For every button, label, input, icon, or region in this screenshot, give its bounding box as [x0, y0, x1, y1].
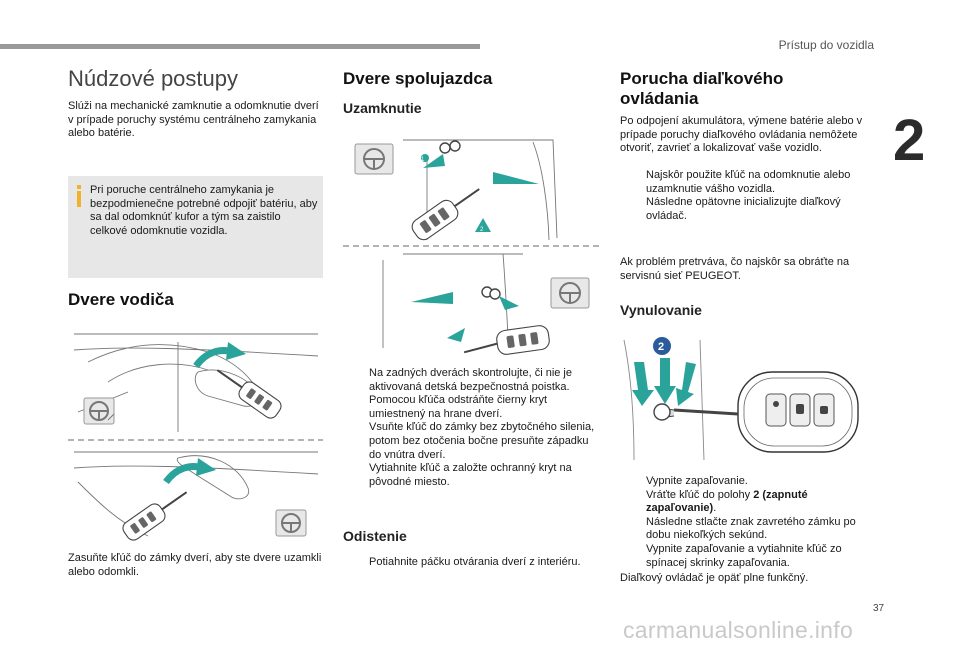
list-item: Najskôr použite kľúč na odomknutie alebo uzamknutie vášho vozidla.: [646, 169, 851, 195]
remote-instructions: [620, 169, 878, 223]
remote-after: Ak problém pretrváva, čo najskôr sa obráťte na servisnú sieť PEUGEOT.: [620, 256, 850, 282]
watermark: carmanualsonline.info: [623, 617, 854, 643]
door-lock-cap-icon-2: [482, 287, 500, 299]
label-1: 1: [421, 157, 425, 163]
section-title-emergency: Núdzové postupy: [68, 66, 238, 91]
reset-instructions: [620, 475, 878, 570]
emergency-intro: Slúži na mechanické zamknutie a odomknutie dverí v prípade poruchy systému centrálneho zamykania alebo batérie.: [68, 100, 319, 140]
reset-final: Diaľkový ovládač je opäť plne funkčný.: [620, 572, 809, 584]
driver-door-illustration: [68, 322, 323, 550]
header-bar: [0, 44, 480, 49]
list-item: Vsuňte kľúč do zámky bez zbytočného silenia, potom bez otočenia bočne presuňte západku do vnútra dverí.: [369, 421, 595, 461]
press-arrows-icon: [632, 358, 696, 406]
info-box-text: Pri poruche centrálneho zamykania je bezpodmienečne potrebné odpojiť batériu, aby sa dal odomknúť kufor a tým sa zaistilo celkové odomknutie vozidla.: [90, 184, 318, 237]
steering-wheel-icon: [355, 144, 393, 174]
passenger-door-illustration: [343, 128, 601, 360]
key-fob-driver-bottom: [120, 484, 192, 543]
list-item: Pomocou kľúča odstráňte čierny kryt umiestnený na hrane dverí.: [369, 394, 548, 420]
list-item: Na zadných dverách skontrolujte, či nie je aktivovaná detská bezpečnostná poistka.: [369, 367, 572, 393]
remote-reset-illustration: [620, 330, 878, 464]
list-item: Vráťte kľúč do polohy 2 (zapnuté zapaľovanie).: [646, 488, 808, 515]
pointer-arrow-icon: [493, 172, 539, 184]
remote-intro: Po odpojení akumulátora, výmene batérie alebo v prípade poruchy diaľkového ovládania nemôžete otvoriť, zavrieť a lokalizovať vaše vozidlo.: [620, 115, 863, 155]
key-fob-passenger-top: [409, 180, 486, 243]
list-item: Vypnite zapaľovanie a vytiahnite kľúč zo spínacej skrinky zapaľovania.: [646, 542, 842, 569]
list-item: Potiahnite páčku otvárania dverí z interiéru.: [369, 556, 581, 568]
subtitle-unlock: Odistenie: [343, 528, 407, 544]
passenger-instructions: [343, 367, 601, 489]
info-box: [68, 176, 323, 278]
unlock-instructions: [343, 556, 601, 570]
subtitle-lock: Uzamknutie: [343, 100, 422, 116]
steering-wheel-icon: [84, 398, 114, 424]
list-item: Vypnite zapaľovanie.: [646, 475, 748, 487]
section-title-passenger-door: Dvere spolujazdca: [343, 69, 493, 88]
label-2: 2: [658, 341, 665, 353]
list-item: Následne opätovne inicializujte diaľkový ovládač.: [646, 196, 841, 222]
list-item: Vytiahnite kľúč a založte ochranný kryt na pôvodné miesto.: [369, 462, 572, 488]
label-2: 2: [480, 227, 484, 233]
steering-wheel-icon-2: [551, 278, 589, 308]
pointer-arrow-icon-2: [411, 292, 453, 304]
steering-wheel-icon-2: [276, 510, 306, 536]
info-icon: [77, 185, 81, 207]
driver-door-caption: Zasuňte kľúč do zámky dverí, aby ste dvere uzamkli alebo odomkli.: [68, 552, 322, 578]
chapter-number: 2: [893, 108, 926, 173]
door-lock-cap-icon: [440, 141, 460, 153]
section-title-driver-door: Dvere vodiča: [68, 290, 174, 309]
subtitle-reset: Vynulovanie: [620, 302, 702, 318]
key-fob-passenger-bottom: [462, 324, 551, 360]
chapter-title: Prístup do vozidla: [778, 38, 874, 52]
section-title-remote-failure: Porucha diaľkového ovládania: [620, 69, 784, 109]
page-number: 37: [873, 603, 885, 614]
list-item: Následne stlačte znak zavretého zámku po dobu niekoľkých sekúnd.: [646, 515, 856, 542]
